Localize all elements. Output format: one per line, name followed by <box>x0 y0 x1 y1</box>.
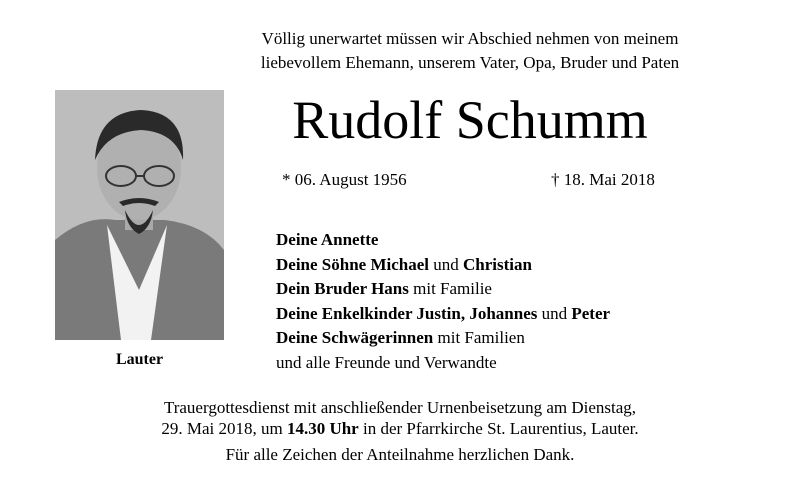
intro-text <box>200 27 740 75</box>
service-time: 14.30 Uhr <box>286 419 359 438</box>
family-name: Peter <box>571 303 611 323</box>
family-list <box>276 228 610 375</box>
thanks-line: Für alle Zeichen der Anteilnahme herzlichen Dank. <box>225 445 575 464</box>
intro-line: Völlig unerwartet müssen wir Abschied nehmen von meinem <box>261 29 679 48</box>
family-line <box>276 302 610 327</box>
family-name: Dein Bruder Hans <box>276 279 409 298</box>
service-line <box>60 418 740 439</box>
place-label: Lauter <box>115 351 164 368</box>
family-name: Christian <box>463 254 532 274</box>
service-info <box>60 397 740 439</box>
birth-date: * 06. August 1956 <box>282 170 407 189</box>
service-line: Trauergottesdienst mit anschließender Urnenbeisetzung am Dienstag, <box>163 398 637 417</box>
family-line <box>276 253 610 278</box>
family-line: und alle Freunde und Verwandte <box>276 352 497 372</box>
family-name: Deine Schwägerinnen <box>276 328 434 347</box>
portrait-photo <box>55 90 224 340</box>
death-date: † 18. Mai 2018 <box>551 170 655 189</box>
deceased-name: Rudolf Schumm <box>292 90 648 150</box>
family-name: Deine Annette <box>276 230 379 249</box>
service-location: in der Pfarrkirche St. Laurentius, Lauter. <box>358 419 639 438</box>
service-date: 29. Mai 2018, um <box>161 419 287 438</box>
family-line <box>276 228 610 253</box>
family-line <box>276 277 610 302</box>
family-name: Deine Enkelkinder Justin, Johannes <box>276 303 538 323</box>
family-line <box>276 326 610 351</box>
family-text: mit Familien <box>433 328 525 347</box>
family-text: mit Familie <box>408 279 492 298</box>
family-text: und <box>429 254 463 274</box>
intro-line: liebevollem Ehemann, unserem Vater, Opa, Bruder und Paten <box>260 53 680 72</box>
portrait-illustration <box>55 90 224 340</box>
family-text: und <box>537 303 572 323</box>
family-name: Deine Söhne Michael <box>276 254 429 274</box>
